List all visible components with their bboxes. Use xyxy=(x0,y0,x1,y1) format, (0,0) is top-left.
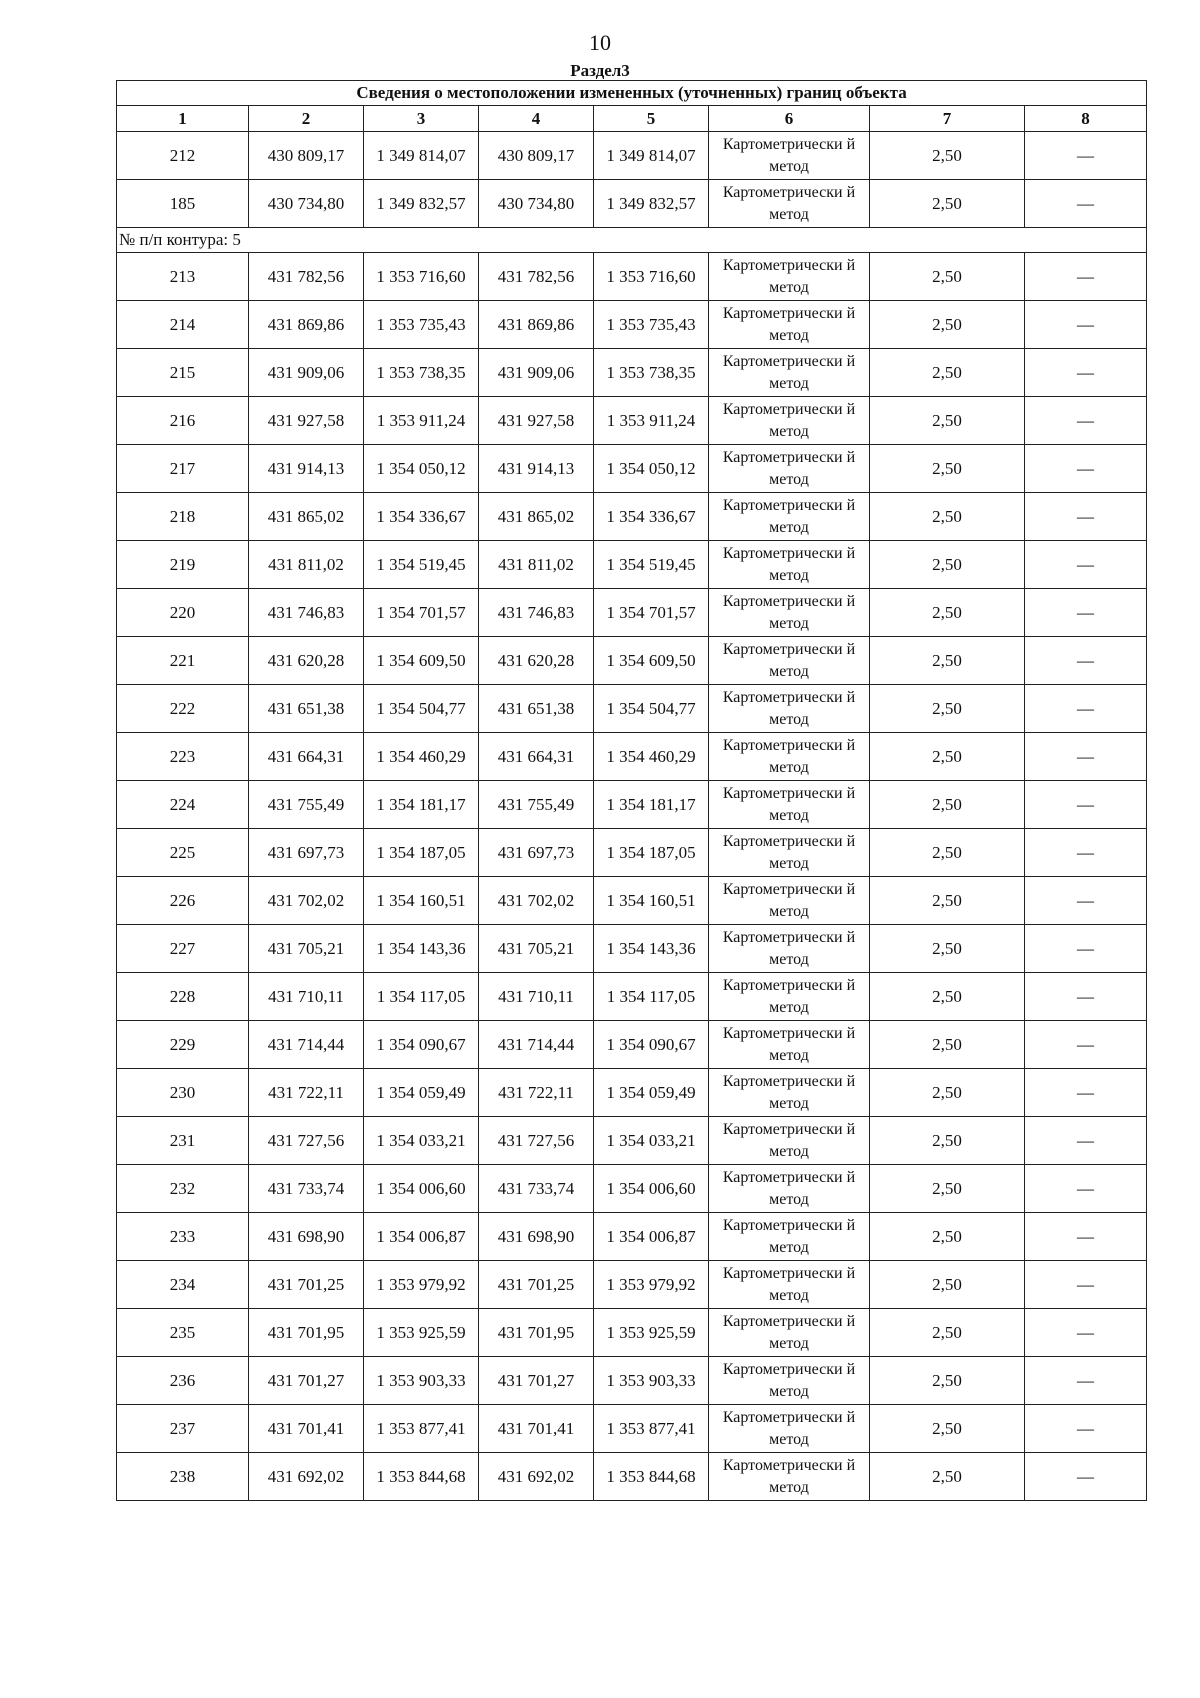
x-coordinate-new: 431 865,02 xyxy=(479,493,594,541)
y-coordinate-old: 1 353 716,60 xyxy=(364,253,479,301)
table-row xyxy=(117,1357,1147,1405)
accuracy-cell: 2,50 xyxy=(870,1309,1025,1357)
table-row xyxy=(117,781,1147,829)
y-coordinate-old: 1 354 336,67 xyxy=(364,493,479,541)
x-coordinate-old: 431 620,28 xyxy=(249,637,364,685)
point-number: 224 xyxy=(117,781,249,829)
point-number: 233 xyxy=(117,1213,249,1261)
x-coordinate-old: 431 865,02 xyxy=(249,493,364,541)
point-number: 235 xyxy=(117,1309,249,1357)
column-number: 2 xyxy=(249,106,364,132)
point-number: 221 xyxy=(117,637,249,685)
x-coordinate-old: 431 909,06 xyxy=(249,349,364,397)
accuracy-cell: 2,50 xyxy=(870,829,1025,877)
x-coordinate-old: 431 746,83 xyxy=(249,589,364,637)
description-cell: — xyxy=(1025,925,1147,973)
y-coordinate-old: 1 354 181,17 xyxy=(364,781,479,829)
point-number: 234 xyxy=(117,1261,249,1309)
y-coordinate-old: 1 354 006,87 xyxy=(364,1213,479,1261)
y-coordinate-old: 1 354 519,45 xyxy=(364,541,479,589)
x-coordinate-new: 431 710,11 xyxy=(479,973,594,1021)
method-cell: Картометрически й метод xyxy=(709,1213,870,1261)
method-cell: Картометрически й метод xyxy=(709,781,870,829)
method-cell: Картометрически й метод xyxy=(709,829,870,877)
x-coordinate-new: 431 701,41 xyxy=(479,1405,594,1453)
point-number: 238 xyxy=(117,1453,249,1501)
accuracy-cell: 2,50 xyxy=(870,733,1025,781)
description-cell: — xyxy=(1025,1309,1147,1357)
x-coordinate-old: 431 697,73 xyxy=(249,829,364,877)
description-cell: — xyxy=(1025,1165,1147,1213)
x-coordinate-new: 431 782,56 xyxy=(479,253,594,301)
y-coordinate-new: 1 354 090,67 xyxy=(594,1021,709,1069)
y-coordinate-old: 1 354 504,77 xyxy=(364,685,479,733)
x-coordinate-old: 431 710,11 xyxy=(249,973,364,1021)
description-cell: — xyxy=(1025,733,1147,781)
boundary-coordinates-table xyxy=(116,80,1147,1501)
y-coordinate-new: 1 353 979,92 xyxy=(594,1261,709,1309)
table-row xyxy=(117,1165,1147,1213)
y-coordinate-old: 1 353 911,24 xyxy=(364,397,479,445)
y-coordinate-old: 1 353 903,33 xyxy=(364,1357,479,1405)
x-coordinate-old: 431 701,25 xyxy=(249,1261,364,1309)
y-coordinate-old: 1 353 844,68 xyxy=(364,1453,479,1501)
description-cell: — xyxy=(1025,877,1147,925)
table-row xyxy=(117,301,1147,349)
x-coordinate-new: 431 909,06 xyxy=(479,349,594,397)
method-cell: Картометрически й метод xyxy=(709,1453,870,1501)
method-cell: Картометрически й метод xyxy=(709,1069,870,1117)
method-cell: Картометрически й метод xyxy=(709,877,870,925)
column-number: 8 xyxy=(1025,106,1147,132)
table-row xyxy=(117,829,1147,877)
x-coordinate-new: 431 692,02 xyxy=(479,1453,594,1501)
table-row xyxy=(117,733,1147,781)
table-row xyxy=(117,925,1147,973)
accuracy-cell: 2,50 xyxy=(870,349,1025,397)
x-coordinate-old: 431 869,86 xyxy=(249,301,364,349)
method-cell: Картометрически й метод xyxy=(709,733,870,781)
y-coordinate-new: 1 354 059,49 xyxy=(594,1069,709,1117)
column-number: 5 xyxy=(594,106,709,132)
x-coordinate-new: 430 734,80 xyxy=(479,180,594,228)
x-coordinate-new: 431 697,73 xyxy=(479,829,594,877)
method-cell: Картометрически й метод xyxy=(709,973,870,1021)
point-number: 214 xyxy=(117,301,249,349)
description-cell: — xyxy=(1025,1117,1147,1165)
description-cell: — xyxy=(1025,829,1147,877)
x-coordinate-old: 431 701,27 xyxy=(249,1357,364,1405)
x-coordinate-old: 431 692,02 xyxy=(249,1453,364,1501)
method-cell: Картометрически й метод xyxy=(709,301,870,349)
y-coordinate-old: 1 354 059,49 xyxy=(364,1069,479,1117)
x-coordinate-new: 431 722,11 xyxy=(479,1069,594,1117)
x-coordinate-new: 431 702,02 xyxy=(479,877,594,925)
table-caption: Сведения о местоположении измененных (уточненных) границ объекта xyxy=(117,81,1147,106)
description-cell: — xyxy=(1025,397,1147,445)
table-body xyxy=(117,132,1147,1501)
table-row xyxy=(117,180,1147,228)
y-coordinate-new: 1 354 187,05 xyxy=(594,829,709,877)
method-cell: Картометрически й метод xyxy=(709,132,870,180)
x-coordinate-old: 431 755,49 xyxy=(249,781,364,829)
y-coordinate-new: 1 354 117,05 xyxy=(594,973,709,1021)
accuracy-cell: 2,50 xyxy=(870,541,1025,589)
point-number: 227 xyxy=(117,925,249,973)
table-row xyxy=(117,1453,1147,1501)
accuracy-cell: 2,50 xyxy=(870,685,1025,733)
accuracy-cell: 2,50 xyxy=(870,493,1025,541)
y-coordinate-old: 1 353 738,35 xyxy=(364,349,479,397)
column-number: 6 xyxy=(709,106,870,132)
accuracy-cell: 2,50 xyxy=(870,253,1025,301)
y-coordinate-new: 1 354 519,45 xyxy=(594,541,709,589)
description-cell: — xyxy=(1025,541,1147,589)
x-coordinate-old: 431 702,02 xyxy=(249,877,364,925)
x-coordinate-old: 431 914,13 xyxy=(249,445,364,493)
point-number: 220 xyxy=(117,589,249,637)
x-coordinate-new: 431 701,95 xyxy=(479,1309,594,1357)
table-row xyxy=(117,1021,1147,1069)
x-coordinate-old: 431 727,56 xyxy=(249,1117,364,1165)
accuracy-cell: 2,50 xyxy=(870,1453,1025,1501)
y-coordinate-new: 1 354 143,36 xyxy=(594,925,709,973)
table-row xyxy=(117,685,1147,733)
y-coordinate-new: 1 349 814,07 xyxy=(594,132,709,180)
y-coordinate-old: 1 354 609,50 xyxy=(364,637,479,685)
x-coordinate-new: 431 705,21 xyxy=(479,925,594,973)
x-coordinate-old: 431 698,90 xyxy=(249,1213,364,1261)
y-coordinate-new: 1 353 925,59 xyxy=(594,1309,709,1357)
description-cell: — xyxy=(1025,1405,1147,1453)
method-cell: Картометрически й метод xyxy=(709,1117,870,1165)
x-coordinate-new: 431 701,27 xyxy=(479,1357,594,1405)
table-row xyxy=(117,445,1147,493)
y-coordinate-new: 1 354 006,87 xyxy=(594,1213,709,1261)
table-row xyxy=(117,132,1147,180)
point-number: 229 xyxy=(117,1021,249,1069)
point-number: 216 xyxy=(117,397,249,445)
column-number: 4 xyxy=(479,106,594,132)
y-coordinate-old: 1 353 925,59 xyxy=(364,1309,479,1357)
y-coordinate-old: 1 354 701,57 xyxy=(364,589,479,637)
accuracy-cell: 2,50 xyxy=(870,445,1025,493)
y-coordinate-new: 1 354 050,12 xyxy=(594,445,709,493)
description-cell: — xyxy=(1025,493,1147,541)
description-cell: — xyxy=(1025,1069,1147,1117)
table-row xyxy=(117,637,1147,685)
method-cell: Картометрически й метод xyxy=(709,1165,870,1213)
x-coordinate-new: 431 733,74 xyxy=(479,1165,594,1213)
table-row xyxy=(117,1069,1147,1117)
table-row xyxy=(117,1117,1147,1165)
page-number: 10 xyxy=(589,30,611,55)
description-cell: — xyxy=(1025,1021,1147,1069)
column-number: 1 xyxy=(117,106,249,132)
description-cell: — xyxy=(1025,180,1147,228)
x-coordinate-old: 431 651,38 xyxy=(249,685,364,733)
accuracy-cell: 2,50 xyxy=(870,1165,1025,1213)
x-coordinate-old: 431 701,95 xyxy=(249,1309,364,1357)
point-number: 217 xyxy=(117,445,249,493)
x-coordinate-old: 430 734,80 xyxy=(249,180,364,228)
x-coordinate-old: 431 714,44 xyxy=(249,1021,364,1069)
table-row xyxy=(117,541,1147,589)
method-cell: Картометрически й метод xyxy=(709,253,870,301)
point-number: 219 xyxy=(117,541,249,589)
x-coordinate-new: 431 869,86 xyxy=(479,301,594,349)
y-coordinate-new: 1 354 460,29 xyxy=(594,733,709,781)
contour-label: № п/п контура: 5 xyxy=(117,228,1147,253)
x-coordinate-new: 431 746,83 xyxy=(479,589,594,637)
y-coordinate-new: 1 349 832,57 xyxy=(594,180,709,228)
x-coordinate-new: 431 914,13 xyxy=(479,445,594,493)
accuracy-cell: 2,50 xyxy=(870,1213,1025,1261)
x-coordinate-new: 431 927,58 xyxy=(479,397,594,445)
point-number: 222 xyxy=(117,685,249,733)
accuracy-cell: 2,50 xyxy=(870,1357,1025,1405)
table-row xyxy=(117,877,1147,925)
x-coordinate-new: 431 755,49 xyxy=(479,781,594,829)
method-cell: Картометрически й метод xyxy=(709,685,870,733)
y-coordinate-new: 1 353 903,33 xyxy=(594,1357,709,1405)
description-cell: — xyxy=(1025,445,1147,493)
x-coordinate-old: 431 705,21 xyxy=(249,925,364,973)
accuracy-cell: 2,50 xyxy=(870,925,1025,973)
description-cell: — xyxy=(1025,1261,1147,1309)
point-number: 212 xyxy=(117,132,249,180)
x-coordinate-new: 431 727,56 xyxy=(479,1117,594,1165)
accuracy-cell: 2,50 xyxy=(870,1117,1025,1165)
point-number: 237 xyxy=(117,1405,249,1453)
y-coordinate-old: 1 354 006,60 xyxy=(364,1165,479,1213)
x-coordinate-old: 431 701,41 xyxy=(249,1405,364,1453)
description-cell: — xyxy=(1025,132,1147,180)
y-coordinate-new: 1 354 006,60 xyxy=(594,1165,709,1213)
accuracy-cell: 2,50 xyxy=(870,1069,1025,1117)
method-cell: Картометрически й метод xyxy=(709,180,870,228)
description-cell: — xyxy=(1025,589,1147,637)
column-number-row xyxy=(117,106,1147,132)
accuracy-cell: 2,50 xyxy=(870,180,1025,228)
x-coordinate-new: 431 714,44 xyxy=(479,1021,594,1069)
method-cell: Картометрически й метод xyxy=(709,1309,870,1357)
point-number: 228 xyxy=(117,973,249,1021)
x-coordinate-new: 431 651,38 xyxy=(479,685,594,733)
table-row xyxy=(117,349,1147,397)
y-coordinate-new: 1 353 738,35 xyxy=(594,349,709,397)
table-row xyxy=(117,1309,1147,1357)
point-number: 215 xyxy=(117,349,249,397)
y-coordinate-new: 1 354 181,17 xyxy=(594,781,709,829)
table-row xyxy=(117,253,1147,301)
method-cell: Картометрически й метод xyxy=(709,1261,870,1309)
y-coordinate-new: 1 353 716,60 xyxy=(594,253,709,301)
description-cell: — xyxy=(1025,781,1147,829)
y-coordinate-old: 1 353 735,43 xyxy=(364,301,479,349)
y-coordinate-old: 1 353 979,92 xyxy=(364,1261,479,1309)
method-cell: Картометрически й метод xyxy=(709,925,870,973)
x-coordinate-old: 430 809,17 xyxy=(249,132,364,180)
table-row xyxy=(117,589,1147,637)
y-coordinate-old: 1 349 814,07 xyxy=(364,132,479,180)
y-coordinate-new: 1 354 160,51 xyxy=(594,877,709,925)
table-row xyxy=(117,397,1147,445)
accuracy-cell: 2,50 xyxy=(870,1405,1025,1453)
point-number: 218 xyxy=(117,493,249,541)
y-coordinate-new: 1 354 336,67 xyxy=(594,493,709,541)
method-cell: Картометрически й метод xyxy=(709,349,870,397)
column-number: 7 xyxy=(870,106,1025,132)
method-cell: Картометрически й метод xyxy=(709,493,870,541)
accuracy-cell: 2,50 xyxy=(870,301,1025,349)
x-coordinate-old: 431 664,31 xyxy=(249,733,364,781)
method-cell: Картометрически й метод xyxy=(709,445,870,493)
x-coordinate-new: 431 701,25 xyxy=(479,1261,594,1309)
description-cell: — xyxy=(1025,973,1147,1021)
method-cell: Картометрически й метод xyxy=(709,1021,870,1069)
column-number: 3 xyxy=(364,106,479,132)
x-coordinate-new: 430 809,17 xyxy=(479,132,594,180)
y-coordinate-old: 1 349 832,57 xyxy=(364,180,479,228)
accuracy-cell: 2,50 xyxy=(870,781,1025,829)
y-coordinate-old: 1 354 117,05 xyxy=(364,973,479,1021)
point-number: 223 xyxy=(117,733,249,781)
x-coordinate-new: 431 811,02 xyxy=(479,541,594,589)
y-coordinate-new: 1 354 701,57 xyxy=(594,589,709,637)
x-coordinate-new: 431 698,90 xyxy=(479,1213,594,1261)
accuracy-cell: 2,50 xyxy=(870,132,1025,180)
y-coordinate-new: 1 353 877,41 xyxy=(594,1405,709,1453)
y-coordinate-new: 1 354 033,21 xyxy=(594,1117,709,1165)
point-number: 232 xyxy=(117,1165,249,1213)
y-coordinate-old: 1 354 187,05 xyxy=(364,829,479,877)
y-coordinate-old: 1 354 143,36 xyxy=(364,925,479,973)
description-cell: — xyxy=(1025,1213,1147,1261)
accuracy-cell: 2,50 xyxy=(870,877,1025,925)
description-cell: — xyxy=(1025,1453,1147,1501)
accuracy-cell: 2,50 xyxy=(870,1021,1025,1069)
method-cell: Картометрически й метод xyxy=(709,1405,870,1453)
y-coordinate-new: 1 354 609,50 xyxy=(594,637,709,685)
point-number: 226 xyxy=(117,877,249,925)
x-coordinate-old: 431 811,02 xyxy=(249,541,364,589)
point-number: 230 xyxy=(117,1069,249,1117)
point-number: 213 xyxy=(117,253,249,301)
point-number: 236 xyxy=(117,1357,249,1405)
table-row xyxy=(117,973,1147,1021)
y-coordinate-new: 1 353 844,68 xyxy=(594,1453,709,1501)
description-cell: — xyxy=(1025,301,1147,349)
table-row xyxy=(117,493,1147,541)
table-row xyxy=(117,1405,1147,1453)
method-cell: Картометрически й метод xyxy=(709,637,870,685)
description-cell: — xyxy=(1025,1357,1147,1405)
y-coordinate-old: 1 354 050,12 xyxy=(364,445,479,493)
accuracy-cell: 2,50 xyxy=(870,637,1025,685)
y-coordinate-new: 1 353 911,24 xyxy=(594,397,709,445)
y-coordinate-old: 1 354 160,51 xyxy=(364,877,479,925)
method-cell: Картометрически й метод xyxy=(709,541,870,589)
method-cell: Картометрически й метод xyxy=(709,589,870,637)
point-number: 225 xyxy=(117,829,249,877)
description-cell: — xyxy=(1025,253,1147,301)
point-number: 231 xyxy=(117,1117,249,1165)
description-cell: — xyxy=(1025,685,1147,733)
method-cell: Картометрически й метод xyxy=(709,1357,870,1405)
x-coordinate-new: 431 620,28 xyxy=(479,637,594,685)
y-coordinate-new: 1 354 504,77 xyxy=(594,685,709,733)
y-coordinate-old: 1 354 460,29 xyxy=(364,733,479,781)
x-coordinate-old: 431 927,58 xyxy=(249,397,364,445)
section-title: Раздел3 xyxy=(570,61,630,80)
table-row xyxy=(117,1213,1147,1261)
method-cell: Картометрически й метод xyxy=(709,397,870,445)
accuracy-cell: 2,50 xyxy=(870,589,1025,637)
x-coordinate-old: 431 722,11 xyxy=(249,1069,364,1117)
y-coordinate-old: 1 354 033,21 xyxy=(364,1117,479,1165)
x-coordinate-new: 431 664,31 xyxy=(479,733,594,781)
accuracy-cell: 2,50 xyxy=(870,1261,1025,1309)
accuracy-cell: 2,50 xyxy=(870,397,1025,445)
y-coordinate-old: 1 353 877,41 xyxy=(364,1405,479,1453)
contour-row xyxy=(117,228,1147,253)
accuracy-cell: 2,50 xyxy=(870,973,1025,1021)
description-cell: — xyxy=(1025,637,1147,685)
description-cell: — xyxy=(1025,349,1147,397)
table-row xyxy=(117,1261,1147,1309)
y-coordinate-new: 1 353 735,43 xyxy=(594,301,709,349)
x-coordinate-old: 431 782,56 xyxy=(249,253,364,301)
x-coordinate-old: 431 733,74 xyxy=(249,1165,364,1213)
y-coordinate-old: 1 354 090,67 xyxy=(364,1021,479,1069)
point-number: 185 xyxy=(117,180,249,228)
